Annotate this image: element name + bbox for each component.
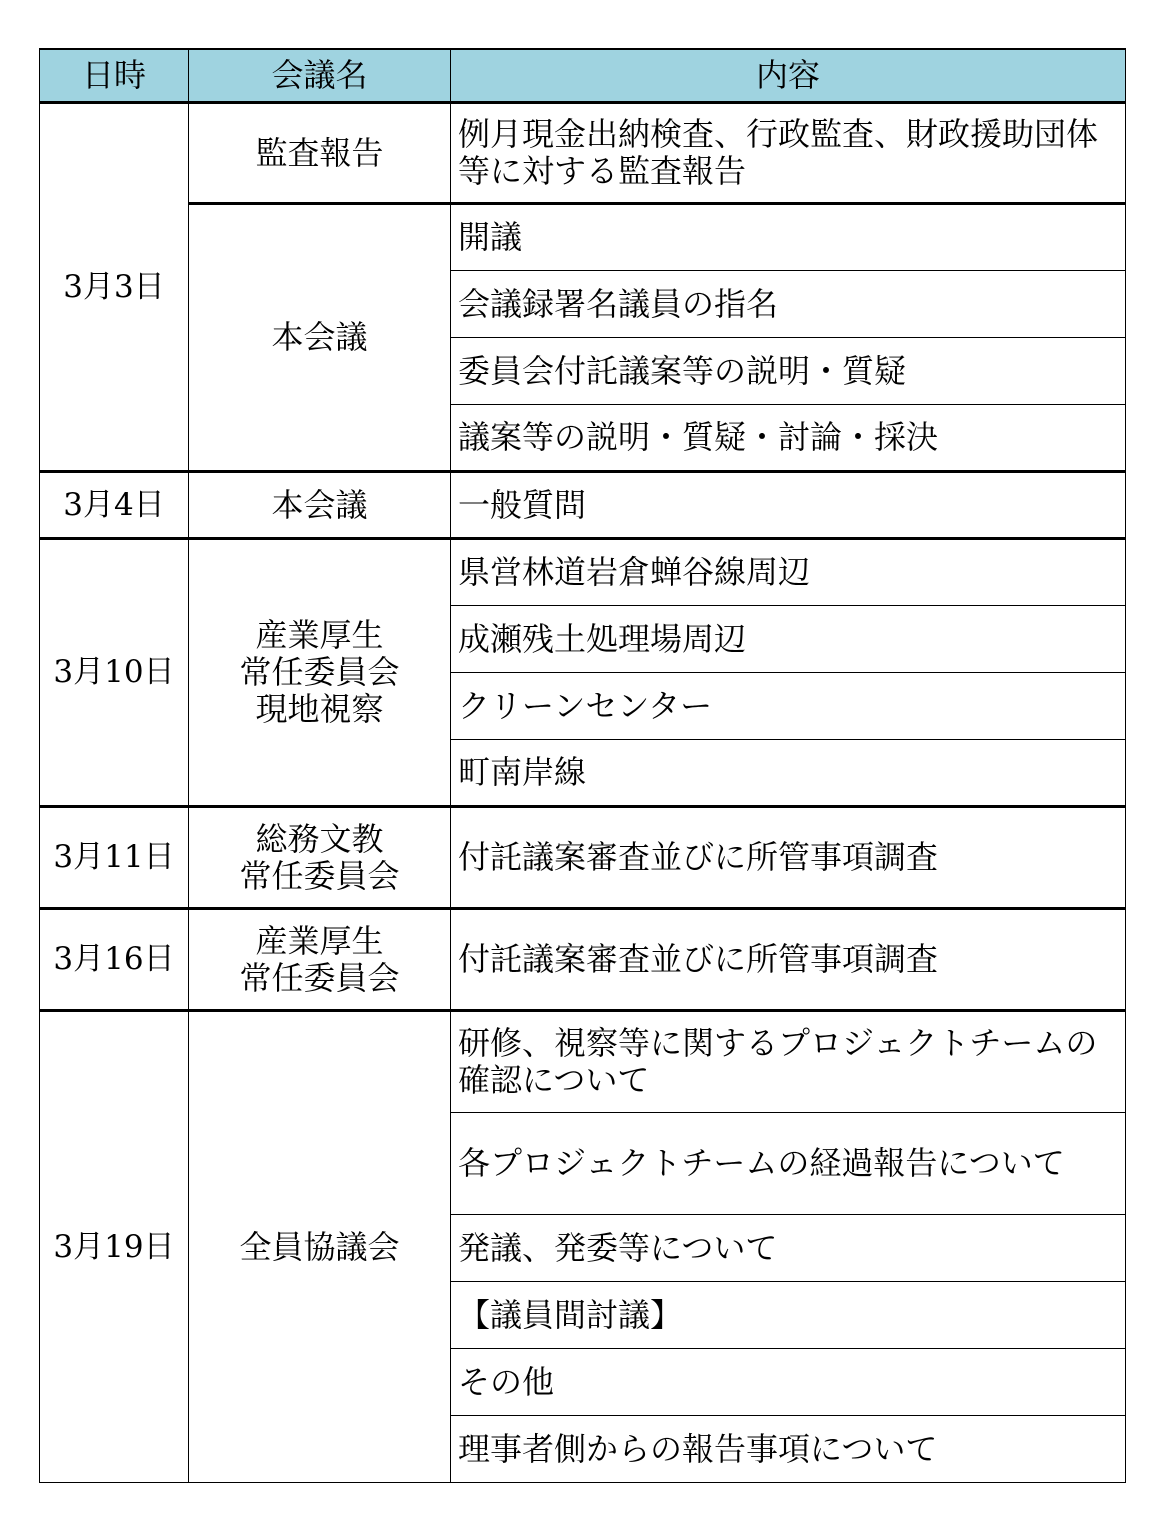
schedule-group-mar19 <box>40 1011 1126 1483</box>
content-cell: クリーンセンター <box>451 673 1126 740</box>
meeting-line: 常任委員会 <box>239 653 400 691</box>
schedule-group-mar4 <box>40 472 1126 539</box>
date-cell: 3月4日 <box>40 472 189 539</box>
meeting-cell <box>189 539 451 807</box>
content-cell: 付託議案審査並びに所管事項調査 <box>451 909 1126 1011</box>
header-meeting: 会議名 <box>189 49 451 103</box>
content-cell: 議案等の説明・質疑・討論・採決 <box>451 405 1126 472</box>
meeting-cell <box>189 807 451 909</box>
content-cell: 成瀬残土処理場周辺 <box>451 606 1126 673</box>
table-row <box>40 807 1126 909</box>
meeting-line: 常任委員会 <box>239 856 400 895</box>
content-cell: 町南岸線 <box>451 740 1126 807</box>
meeting-cell <box>189 909 451 1011</box>
table-row <box>40 539 1126 606</box>
schedule-table <box>39 48 1126 1483</box>
content-cell: 発議、発委等について <box>451 1215 1126 1282</box>
schedule-group-mar10 <box>40 539 1126 807</box>
schedule-group-mar3 <box>40 103 1126 472</box>
content-cell: 研修、視察等に関するプロジェクトチームの確認について <box>451 1011 1126 1113</box>
meeting-line: 現地視察 <box>255 690 384 728</box>
date-cell: 3月11日 <box>40 807 189 909</box>
content-cell: 一般質問 <box>451 472 1126 539</box>
date-cell: 3月3日 <box>40 103 189 472</box>
header-row <box>40 49 1126 103</box>
content-cell: 【議員間討議】 <box>451 1282 1126 1349</box>
schedule-group-mar16 <box>40 909 1126 1011</box>
content-cell: 例月現金出納検査、行政監査、財政援助団体等に対する監査報告 <box>451 103 1126 204</box>
meeting-line: 常任委員会 <box>239 958 400 997</box>
date-cell: 3月19日 <box>40 1011 189 1483</box>
header-date: 日時 <box>40 49 189 103</box>
date-cell: 3月16日 <box>40 909 189 1011</box>
content-cell: 付託議案審査並びに所管事項調査 <box>451 807 1126 909</box>
header-content: 内容 <box>451 49 1126 103</box>
table-row <box>40 1011 1126 1113</box>
content-cell: 委員会付託議案等の説明・質疑 <box>451 338 1126 405</box>
content-cell: 開議 <box>451 204 1126 271</box>
table-row <box>40 472 1126 539</box>
table-row <box>40 204 1126 271</box>
content-cell: 会議録署名議員の指名 <box>451 271 1126 338</box>
content-cell: 理事者側からの報告事項について <box>451 1416 1126 1483</box>
date-cell: 3月10日 <box>40 539 189 807</box>
meeting-line: 総務文教 <box>255 819 384 858</box>
table-row <box>40 909 1126 1011</box>
content-cell: その他 <box>451 1349 1126 1416</box>
meeting-cell: 本会議 <box>189 204 451 472</box>
content-cell: 県営林道岩倉蝉谷線周辺 <box>451 539 1126 606</box>
meeting-cell: 監査報告 <box>189 103 451 204</box>
schedule-group-mar11 <box>40 807 1126 909</box>
meeting-cell: 全員協議会 <box>189 1011 451 1483</box>
meeting-cell: 本会議 <box>189 472 451 539</box>
meeting-line: 産業厚生 <box>255 616 384 654</box>
content-cell: 各プロジェクトチームの経過報告について <box>451 1113 1126 1215</box>
meeting-line: 産業厚生 <box>255 921 384 960</box>
table-row <box>40 103 1126 204</box>
